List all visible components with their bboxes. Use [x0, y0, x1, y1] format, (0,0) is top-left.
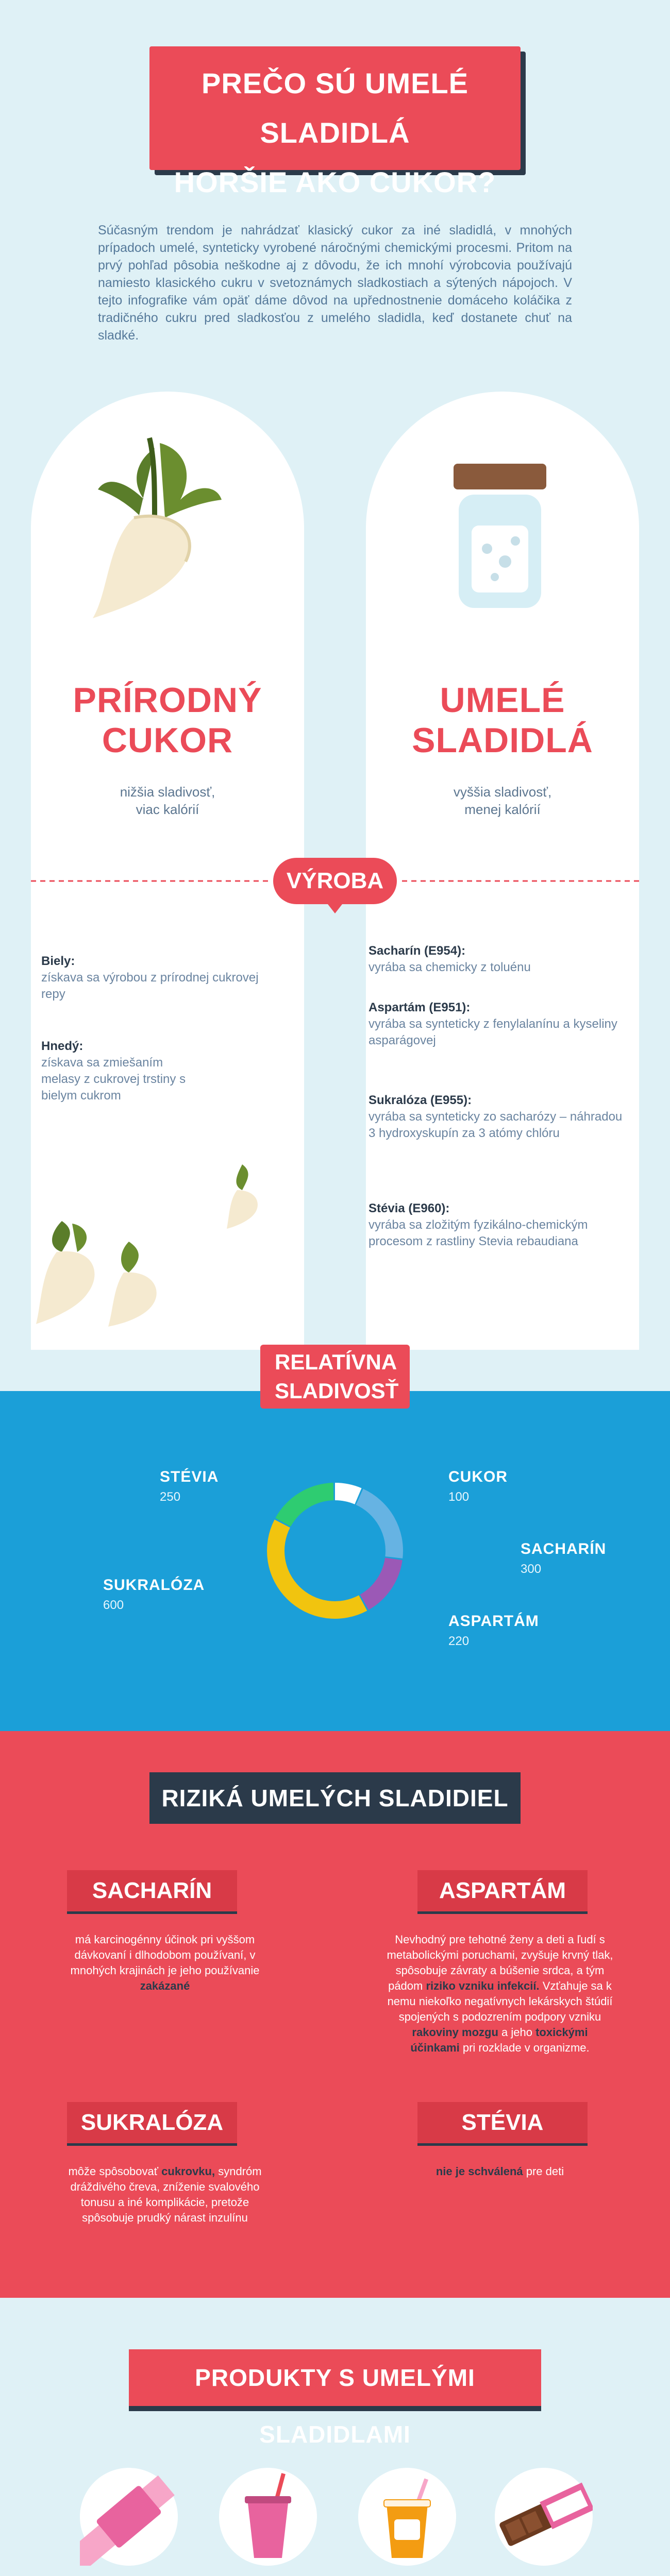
sweetness-slice-sacharín	[360, 1497, 394, 1557]
title-line-2: HORŠIE AKO CUKOR?	[174, 166, 496, 198]
natural-sugar-subtitle	[72, 783, 263, 818]
sweetness-value-stevia: 250	[160, 1490, 181, 1504]
risk-text-bold: cukrovku,	[161, 2165, 215, 2178]
yogurt-icon	[358, 2468, 456, 2566]
gum-icon	[80, 2468, 178, 2566]
natural-sugar-title-line-2: CUKOR	[102, 721, 233, 760]
production-item-text: získava sa výrobou z prírodnej cukrovej repy	[41, 971, 259, 1001]
product-yogurt-circle	[358, 2468, 456, 2566]
production-item-title: Stévia (E960):	[368, 1201, 450, 1215]
production-brown-sugar	[41, 1038, 196, 1104]
natural-sugar-title	[72, 680, 263, 760]
page-title	[149, 46, 521, 207]
risk-text-bold: nie je schválená	[435, 2165, 523, 2178]
risks-title: RIZIKÁ UMELÝCH SLADIDIEL	[149, 1772, 521, 1824]
production-item-title: Sukralóza (E955):	[368, 1093, 472, 1107]
risk-sucralose-title: SUKRALÓZA	[67, 2102, 237, 2146]
natural-sugar-title-line-1: PRÍRODNÝ	[73, 681, 262, 720]
artificial-sweetener-title-line-2: SLADIDLÁ	[412, 721, 593, 760]
production-aspartame	[368, 999, 626, 1049]
production-sucralose	[368, 1092, 626, 1142]
product-chocolate-circle	[495, 2468, 593, 2566]
vyroba-label: VÝROBA	[273, 858, 397, 904]
risk-sucralose-text	[67, 2164, 263, 2226]
risk-text-part: pri rozklade v organizme.	[462, 2041, 590, 2054]
sweetness-slice-stévia	[283, 1492, 333, 1522]
risk-stevia-title: STÉVIA	[417, 2102, 588, 2146]
artificial-sweetener-subtitle	[407, 783, 598, 818]
drink-icon	[219, 2468, 317, 2566]
sweetness-label-sucralose: SUKRALÓZA	[103, 1577, 205, 1594]
risk-text-part: Nevhodný pre tehotné ženy a deti a ľudí s metabolickými poruchami, zvyšuje krvný tlak, spôsobuje závraty a búšenie srdca, a tým pádom	[387, 1933, 613, 1992]
risk-aspartame-title: ASPARTÁM	[417, 1870, 588, 1914]
production-item-text: vyrába sa chemicky z toluénu	[368, 960, 531, 974]
sweetness-label-stevia: STÉVIA	[160, 1468, 219, 1485]
sweetener-jar-icon	[443, 464, 557, 618]
sweetness-label-aspartame: ASPARTÁM	[448, 1613, 539, 1630]
natural-sugar-subtitle-line-2: viac kalórií	[136, 802, 199, 817]
product-drink-circle	[219, 2468, 317, 2566]
sweetness-slice-cukor	[335, 1492, 358, 1496]
page-title-box	[149, 46, 521, 198]
chocolate-bar-icon	[495, 2468, 593, 2566]
sugar-beet-icon	[77, 428, 232, 623]
sweetness-slice-sukralóza	[276, 1523, 363, 1610]
production-saccharin	[368, 943, 626, 976]
risk-text-part: a jeho	[501, 2026, 532, 2039]
risk-text-part: má karcinogénny účinok pri vyššom dávkovaní i dlhodobom používaní, v mnohých krajinách je jeho používanie	[70, 1933, 260, 1977]
artificial-sweetener-subtitle-line-1: vyššia sladivosť,	[453, 784, 552, 800]
artificial-sweetener-title	[407, 680, 598, 760]
relative-sweetness-title-line-2: SLADIVOSŤ	[275, 1379, 399, 1403]
production-white-sugar	[41, 953, 268, 1003]
sweetness-slice-aspartám	[364, 1559, 394, 1602]
sweetness-value-sugar: 100	[448, 1490, 470, 1504]
sweetness-value-saccharin: 300	[521, 1562, 542, 1576]
risk-text-bold: riziko vzniku infekcií.	[426, 1979, 540, 1992]
artificial-sweetener-title-line-1: UMELÉ	[440, 681, 565, 720]
production-item-title: Hnedý:	[41, 1039, 83, 1053]
risk-stevia-text	[387, 2164, 613, 2179]
risk-text-bold: toxickými účinkami	[410, 2026, 588, 2054]
natural-sugar-subtitle-line-1: nižšia sladivosť,	[120, 784, 215, 800]
products-title: PRODUKTY S UMELÝMI SLADIDLAMI	[129, 2349, 541, 2406]
risk-text-part: môže spôsobovať	[68, 2165, 159, 2178]
intro-paragraph: Súčasným trendom je nahrádzať klasický cukor za iné sladidlá, v mnohých prípadoch umelé, synteticky vyrobené náročnými chemickými procesmi. Pritom na prvý pohľad pôsobia neškodne aj z dôvodu, že ich mnohí výrobcovia používajú namiesto klasického cukru v svetoznámych sladkostiach a sýtených nápojoch. V tejto infografike vám opäť dáme dôvod na upřednostnenie domáceho koláčika z tradičného cukru pred sladkosťou z umelého sladidla, keď dostanete chuť na sladké.	[98, 223, 572, 343]
relative-sweetness-title-line-1: RELATÍVNA	[275, 1350, 397, 1374]
risk-text-part: pre deti	[526, 2165, 564, 2178]
production-item-title: Biely:	[41, 954, 75, 968]
sweetness-value-aspartame: 220	[448, 1634, 470, 1648]
sweetness-label-saccharin: SACHARÍN	[521, 1540, 607, 1557]
production-stevia	[368, 1200, 626, 1250]
product-gum-circle	[80, 2468, 178, 2566]
risk-text-part: Vzťahuje sa k nemu niekoľko negatívnych lekárskych štúdií spojených s podozrením podpory vzniku	[387, 1979, 613, 2023]
production-item-title: Sacharín (E954):	[368, 944, 466, 958]
production-item-text: získava sa zmiešaním melasy z cukrovej trstiny s bielym cukrom	[41, 1056, 186, 1103]
production-item-text: vyrába sa zložitým fyzikálno-chemickým procesom z rastliny Stevia rebaudiana	[368, 1218, 588, 1248]
risk-saccharin-title: SACHARÍN	[67, 1870, 237, 1914]
title-line-1: PREČO SÚ UMELÉ SLADIDLÁ	[201, 67, 469, 149]
sweetness-value-sucralose: 600	[103, 1598, 124, 1612]
risk-text-part: syndróm dráždivého čreva, zníženie svalového tonusu a iné komplikácie, pretože spôsobuje prudký nárast inzulínu	[70, 2165, 262, 2224]
sugar-beets-decoration	[31, 1154, 289, 1350]
artificial-sweetener-subtitle-line-2: menej kalórií	[464, 802, 541, 817]
risks-section	[0, 1731, 670, 2298]
risk-aspartame-text	[387, 1932, 613, 2056]
production-item-text: vyrába sa synteticky z fenylalanínu a kyseliny asparágovej	[368, 1017, 617, 1047]
risk-text-bold: rakoviny mozgu	[412, 2026, 498, 2039]
risk-text-bold: zakázané	[140, 1979, 190, 1992]
risk-saccharin-text	[67, 1932, 263, 1994]
sweetness-donut-chart	[258, 1473, 412, 1628]
relative-sweetness-title	[260, 1345, 410, 1409]
production-item-title: Aspartám (E951):	[368, 1001, 471, 1014]
sweetness-label-sugar: CUKOR	[448, 1468, 508, 1485]
production-item-text: vyrába sa synteticky zo sacharózy – náhradou 3 hydroxyskupín za 3 atómy chlóru	[368, 1110, 623, 1140]
